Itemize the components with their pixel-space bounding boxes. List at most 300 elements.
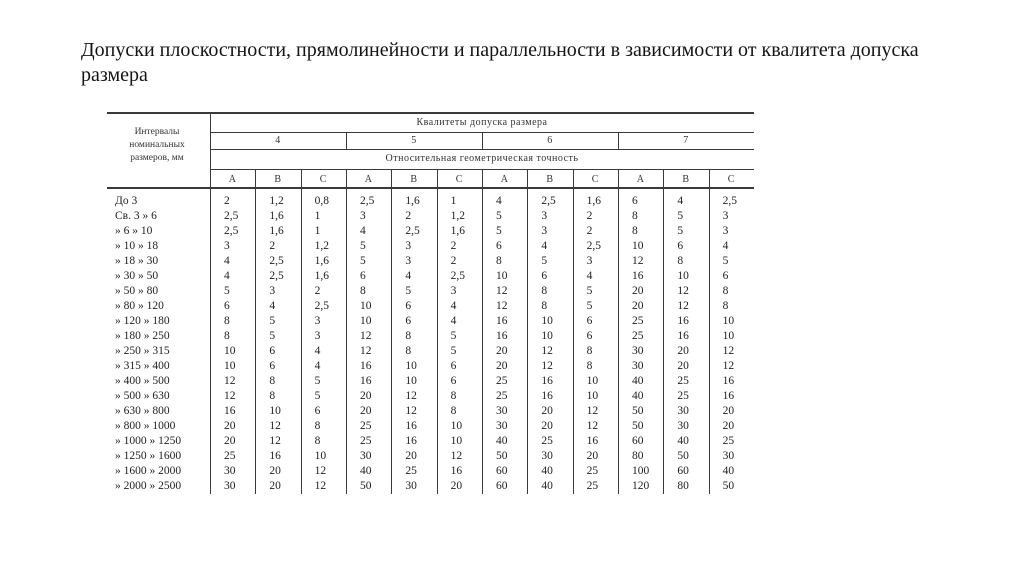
stub-header-line: Интервалы [134, 127, 180, 137]
table-cell: 25 [224, 450, 236, 462]
table-cell: 10 [360, 315, 372, 327]
table-cell: 10 [405, 360, 417, 372]
quality-divider [346, 169, 347, 494]
accuracy-letter: B [546, 174, 554, 185]
table-cell: 2,5 [224, 225, 239, 237]
table-cell: 2 [269, 240, 276, 252]
table-cell: 8 [496, 255, 502, 267]
table-cell: 12 [541, 360, 553, 372]
table-cell: 40 [541, 465, 553, 477]
table-cell: 2 [405, 210, 412, 222]
table-cell: 5 [586, 285, 593, 297]
column-divider [391, 169, 392, 494]
table-cell: 50 [360, 480, 372, 492]
table-cell: 10 [586, 375, 599, 387]
table-cell: 20 [360, 405, 372, 417]
table-cell: 1,6 [269, 225, 284, 237]
table-cell: 4 [314, 345, 321, 357]
table-cell: 100 [632, 465, 650, 477]
table-cell: 12 [632, 255, 644, 267]
table-cell: 16 [450, 465, 463, 477]
table-cell: 12 [269, 420, 281, 432]
table-cell: 3 [269, 285, 276, 297]
table-cell: 20 [677, 345, 689, 357]
table-cell: 12 [541, 345, 553, 357]
table-cell: 3 [405, 240, 412, 252]
table-cell: 12 [496, 300, 508, 312]
table-cell: 4 [677, 195, 684, 207]
table-cell: 8 [269, 375, 276, 387]
table-cell: 10 [360, 300, 372, 312]
table-cell: 12 [586, 420, 599, 432]
table-cell: 8 [632, 210, 638, 222]
table-cell: 4 [722, 240, 729, 252]
table-cell: 2,5 [722, 195, 738, 207]
table-cell: 25 [586, 480, 599, 492]
table-cell: 20 [541, 420, 553, 432]
table-cell: 8 [541, 285, 548, 297]
accuracy-letter: A [636, 174, 645, 185]
table-cell: 2,5 [269, 255, 284, 267]
accuracy-letter: A [500, 174, 509, 185]
table-cell: 40 [632, 375, 644, 387]
table-cell: 20 [722, 420, 735, 432]
table-cell: 5 [722, 255, 729, 267]
table-cell: 2 [224, 195, 230, 207]
table-cell: 80 [677, 480, 689, 492]
table-cell: 1,2 [450, 210, 466, 222]
table-cell: 12 [586, 405, 599, 417]
table-cell: 50 [677, 450, 689, 462]
table-cell: 2 [586, 210, 593, 222]
table-cell: 10 [314, 450, 327, 462]
row-label: » 400 » 500 [115, 375, 170, 387]
table-cell: 6 [269, 360, 276, 372]
table-cell: 30 [677, 405, 689, 417]
table-cell: 12 [269, 435, 281, 447]
quality-label: 7 [683, 135, 689, 146]
table-cell: 50 [496, 450, 508, 462]
table-cell: 1 [314, 210, 321, 222]
table-cell: 4 [450, 315, 457, 327]
accuracy-letter: B [274, 174, 282, 185]
table-cell: 30 [677, 420, 689, 432]
table-cell: 20 [405, 450, 417, 462]
row-label: » 180 » 250 [115, 330, 170, 342]
table-cell: 20 [269, 480, 281, 492]
table-cell: 60 [496, 465, 508, 477]
quality-divider [482, 132, 483, 149]
table-cell: 6 [496, 240, 502, 252]
table-cell: 20 [677, 360, 689, 372]
table-cell: 1 [314, 225, 321, 237]
table-cell: 12 [405, 405, 417, 417]
table-top-rule [107, 112, 754, 114]
table-cell: 3 [722, 225, 729, 237]
table-cell: 30 [632, 345, 644, 357]
table-cell: 40 [360, 465, 372, 477]
table-cell: 8 [450, 405, 457, 417]
table-cell: 5 [224, 285, 230, 297]
table-cell: 30 [541, 450, 553, 462]
table-cell: 4 [269, 300, 276, 312]
table-cell: 12 [450, 450, 463, 462]
table-cell: 2 [450, 255, 457, 267]
row-label: » 1000 » 1250 [115, 435, 182, 447]
table-cell: 4 [360, 225, 366, 237]
table-cell: 80 [632, 450, 644, 462]
table-cell: 16 [405, 420, 417, 432]
table-cell: 25 [586, 465, 599, 477]
table-cell: 20 [496, 345, 508, 357]
accuracy-rule [210, 149, 754, 150]
table-cell: 4 [496, 195, 502, 207]
table-cell: 20 [450, 480, 463, 492]
table-cell: 6 [586, 330, 593, 342]
table-cell: 10 [496, 270, 508, 282]
table-cell: 16 [360, 375, 372, 387]
quality-divider [482, 169, 483, 494]
table-cell: 8 [269, 390, 276, 402]
stub-header-line: размеров, мм [130, 153, 184, 163]
table-cell: 40 [722, 465, 735, 477]
table-cell: 2,5 [360, 195, 375, 207]
column-divider [709, 169, 710, 494]
row-label: » 800 » 1000 [115, 420, 176, 432]
table-cell: 1,2 [269, 195, 284, 207]
table-cell: 8 [224, 315, 230, 327]
table-cell: 10 [677, 270, 689, 282]
table-cell: 6 [224, 300, 230, 312]
table-cell: 25 [360, 435, 372, 447]
accuracy-letter: A [364, 174, 373, 185]
table-cell: 8 [586, 360, 593, 372]
row-label: » 1250 » 1600 [115, 450, 182, 462]
table-cell: 8 [632, 225, 638, 237]
row-label: » 6 » 10 [115, 225, 153, 237]
accuracy-letter: C [455, 174, 463, 185]
table-cell: 4 [405, 270, 412, 282]
table-cell: 4 [224, 255, 230, 267]
row-label: » 18 » 30 [115, 255, 159, 267]
table-cell: 16 [677, 315, 689, 327]
table-cell: 20 [269, 465, 281, 477]
table-cell: 25 [632, 315, 644, 327]
table-cell: 50 [632, 405, 644, 417]
quality-divider [346, 132, 347, 149]
accuracy-letter: B [410, 174, 418, 185]
table-cell: 5 [450, 345, 457, 357]
table-cell: 6 [541, 270, 548, 282]
table-cell: 20 [722, 405, 735, 417]
table-cell: 12 [722, 345, 735, 357]
table-cell: 5 [269, 315, 276, 327]
table-cell: 1,6 [314, 270, 330, 282]
table-cell: 4 [586, 270, 593, 282]
table-cell: 10 [541, 330, 553, 342]
table-cell: 8 [450, 390, 457, 402]
table-cell: 25 [722, 435, 735, 447]
table-cell: 16 [224, 405, 236, 417]
row-label: » 630 » 800 [115, 405, 170, 417]
table-cell: 30 [405, 480, 417, 492]
quality-label: 5 [411, 135, 417, 146]
table-cell: 16 [360, 360, 372, 372]
table-cell: 4 [541, 240, 548, 252]
table-cell: 20 [632, 285, 644, 297]
table-cell: 8 [722, 300, 729, 312]
table-cell: 25 [405, 465, 417, 477]
row-label: » 120 » 180 [115, 315, 170, 327]
table-cell: 10 [541, 315, 553, 327]
table-cell: 5 [541, 255, 548, 267]
table-cell: 16 [677, 330, 689, 342]
table-cell: 5 [496, 210, 502, 222]
table-cell: 5 [496, 225, 502, 237]
table-cell: 5 [677, 210, 684, 222]
table-cell: 10 [450, 420, 463, 432]
table-cell: 3 [314, 330, 321, 342]
row-label: » 80 » 120 [115, 300, 164, 312]
column-divider [437, 169, 438, 494]
column-divider [527, 169, 528, 494]
table-cell: 50 [722, 480, 735, 492]
table-cell: 12 [496, 285, 508, 297]
table-cell: 12 [677, 300, 689, 312]
table-cell: 16 [269, 450, 281, 462]
table-cell: 8 [360, 285, 366, 297]
table-cell: 5 [314, 390, 321, 402]
table-cell: 2,5 [586, 240, 602, 252]
accuracy-letter: A [228, 174, 237, 185]
accuracy-letter: C [591, 174, 599, 185]
table-cell: 16 [722, 375, 735, 387]
table-cell: 30 [224, 465, 236, 477]
table-cell: 16 [586, 435, 599, 447]
tolerance-table [107, 112, 754, 494]
table-cell: 25 [541, 435, 553, 447]
row-label: » 315 » 400 [115, 360, 170, 372]
table-cell: 12 [224, 375, 236, 387]
table-cell: 12 [314, 480, 327, 492]
table-cell: 2 [586, 225, 593, 237]
table-cell: 2,5 [405, 225, 420, 237]
table-cell: 2 [314, 285, 321, 297]
table-cell: 6 [586, 315, 593, 327]
table-cell: 5 [586, 300, 593, 312]
table-cell: 5 [450, 330, 457, 342]
table-cell: 10 [269, 405, 281, 417]
table-cell: 1,6 [586, 195, 602, 207]
table-cell: 2,5 [269, 270, 284, 282]
column-divider [663, 169, 664, 494]
table-cell: 8 [586, 345, 593, 357]
table-cell: 10 [722, 330, 735, 342]
table-cell: 16 [541, 375, 553, 387]
table-cell: 1,2 [314, 240, 330, 252]
table-cell: 30 [496, 420, 508, 432]
accuracy-header: Относительная геометрическая точность [385, 153, 579, 164]
table-cell: 3 [450, 285, 457, 297]
table-cell: 40 [541, 480, 553, 492]
quality-label: 6 [547, 135, 553, 146]
table-cell: 3 [722, 210, 729, 222]
table-cell: 30 [722, 450, 735, 462]
column-divider [573, 169, 574, 494]
table-cell: 30 [224, 480, 236, 492]
row-label: » 10 » 18 [115, 240, 159, 252]
table-cell: 6 [405, 315, 412, 327]
table-cell: 60 [677, 465, 689, 477]
table-cell: 20 [224, 435, 236, 447]
table-cell: 120 [632, 480, 650, 492]
table-cell: 16 [632, 270, 644, 282]
table-cell: 25 [360, 420, 372, 432]
row-label: » 30 » 50 [115, 270, 159, 282]
table-cell: 3 [541, 210, 548, 222]
table-cell: 16 [722, 390, 735, 402]
table-cell: 6 [314, 405, 321, 417]
table-cell: 50 [632, 420, 644, 432]
table-cell: 3 [586, 255, 593, 267]
table-cell: 2,5 [450, 270, 466, 282]
table-cell: 12 [722, 360, 735, 372]
table-cell: 12 [405, 390, 417, 402]
table-cell: 25 [677, 375, 689, 387]
row-label: » 50 » 80 [115, 285, 159, 297]
table-cell: 6 [722, 270, 729, 282]
row-label: До 3 [115, 195, 138, 207]
table-cell: 3 [541, 225, 548, 237]
table-cell: 30 [360, 450, 372, 462]
table-cell: 20 [541, 405, 553, 417]
table-cell: 10 [722, 315, 735, 327]
table-cell: 20 [632, 300, 644, 312]
table-cell: 25 [496, 390, 508, 402]
table-cell: 5 [314, 375, 321, 387]
table-cell: 6 [450, 360, 457, 372]
table-cell: 5 [269, 330, 276, 342]
stub-divider [210, 112, 211, 494]
table-cell: 30 [632, 360, 644, 372]
table-cell: 6 [269, 345, 276, 357]
table-cell: 16 [405, 435, 417, 447]
table-cell: 3 [360, 210, 366, 222]
table-cell: 25 [632, 330, 644, 342]
table-cell: 25 [496, 375, 508, 387]
table-cell: 8 [405, 345, 412, 357]
row-label: » 2000 » 2500 [115, 480, 182, 492]
table-cell: 1,6 [269, 210, 284, 222]
table-cell: 10 [450, 435, 463, 447]
accuracy-letter: B [682, 174, 690, 185]
row-label: » 1600 » 2000 [115, 465, 182, 477]
slide-title: Допуски плоскостности, прямолинейности и параллельности в зависимости от квалитета допуска размера [81, 39, 919, 86]
table-cell: 20 [586, 450, 599, 462]
table-cell: 10 [632, 240, 644, 252]
table-cell: 1 [450, 195, 457, 207]
table-cell: 1,6 [405, 195, 420, 207]
table-cell: 2,5 [224, 210, 239, 222]
table-cell: 6 [677, 240, 684, 252]
table-cell: 6 [360, 270, 366, 282]
table-cell: 60 [496, 480, 508, 492]
table-cell: 4 [450, 300, 457, 312]
table-cell: 40 [632, 390, 644, 402]
table-cell: 10 [586, 390, 599, 402]
table-cell: 8 [314, 435, 321, 447]
table-cell: 12 [314, 465, 327, 477]
table-cell: 5 [677, 225, 684, 237]
table-cell: 5 [360, 240, 366, 252]
table-cell: 30 [496, 405, 508, 417]
table-cell: 6 [450, 375, 457, 387]
table-cell: 1,6 [314, 255, 330, 267]
table-cell: 8 [677, 255, 684, 267]
table-cell: 1,6 [450, 225, 466, 237]
quality-divider [618, 132, 619, 149]
column-divider [255, 169, 256, 494]
table-cell: 10 [224, 345, 236, 357]
table-cell: 10 [224, 360, 236, 372]
table-cell: 4 [224, 270, 230, 282]
table-cell: 3 [405, 255, 412, 267]
table-cell: 12 [360, 330, 372, 342]
table-cell: 16 [496, 330, 508, 342]
column-divider [301, 169, 302, 494]
table-cell: 20 [224, 420, 236, 432]
table-cell: 2,5 [541, 195, 556, 207]
table-cell: 12 [224, 390, 236, 402]
quality-label: 4 [275, 135, 281, 146]
table-cell: 6 [405, 300, 412, 312]
table-cell: 40 [677, 435, 689, 447]
table-cell: 2,5 [314, 300, 330, 312]
table-cell: 8 [541, 300, 548, 312]
table-cell: 40 [496, 435, 508, 447]
table-cell: 25 [677, 390, 689, 402]
table-cell: 8 [405, 330, 412, 342]
table-cell: 10 [405, 375, 417, 387]
row-label: » 500 » 630 [115, 390, 170, 402]
table-cell: 20 [496, 360, 508, 372]
table-cell: 3 [224, 240, 230, 252]
top-header: Квалитеты допуска размера [416, 117, 548, 128]
table-cell: 16 [541, 390, 553, 402]
table-cell: 12 [360, 345, 372, 357]
stub-header-line: номинальных [129, 140, 185, 150]
accuracy-letter: C [727, 174, 735, 185]
table-cell: 8 [722, 285, 729, 297]
quality-divider [618, 169, 619, 494]
header-bottom-rule [107, 187, 754, 189]
table-cell: 4 [314, 360, 321, 372]
table-cell: 0,8 [314, 195, 330, 207]
row-label: » 250 » 315 [115, 345, 170, 357]
table-cell: 8 [224, 330, 230, 342]
table-cell: 12 [677, 285, 689, 297]
accuracy-letter: C [319, 174, 327, 185]
table-cell: 5 [360, 255, 366, 267]
table-cell: 3 [314, 315, 321, 327]
table-cell: 20 [360, 390, 372, 402]
table-cell: 8 [314, 420, 321, 432]
table-cell: 5 [405, 285, 412, 297]
table-cell: 16 [496, 315, 508, 327]
table-cell: 2 [450, 240, 457, 252]
table-cell: 6 [632, 195, 638, 207]
table-cell: 60 [632, 435, 644, 447]
